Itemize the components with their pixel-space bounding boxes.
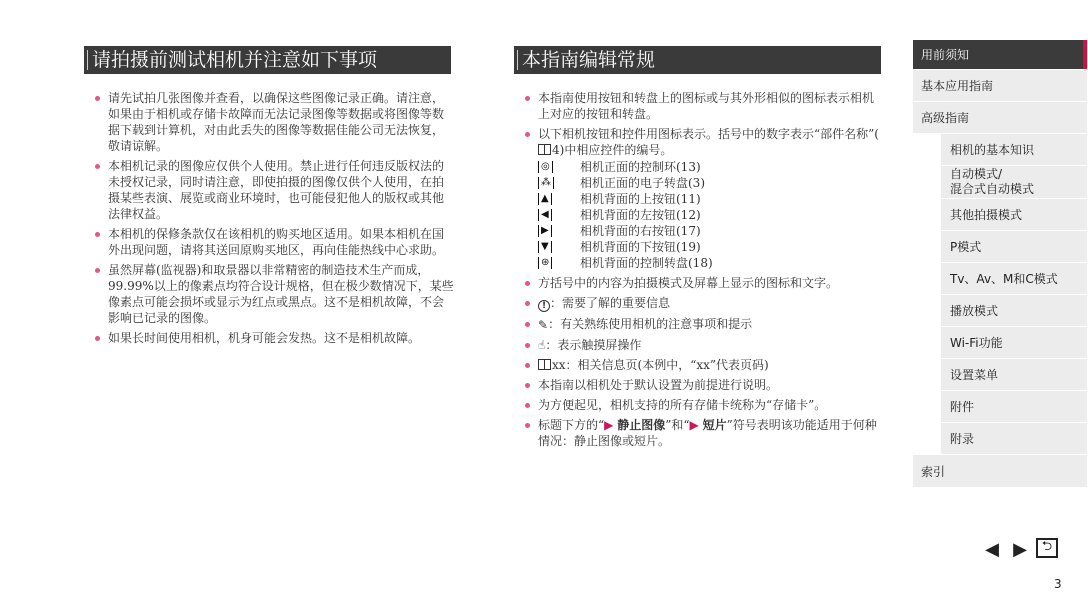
- sidebar-nav: [913, 40, 1087, 488]
- control-row: ◀ 相机背面的左按钮(12): [538, 207, 884, 223]
- list-item: 为方便起见，相机支持的所有存储卡统称为“存储卡”。: [522, 397, 884, 413]
- conventions-list: [522, 90, 884, 453]
- book-icon: [538, 359, 551, 370]
- nav-item-setup-menu[interactable]: 设置菜单: [941, 359, 1087, 391]
- list-item: 如果长时间使用相机，机身可能会发热。这不是相机故障。: [92, 330, 454, 346]
- control-row: ⊛ 相机背面的控制转盘(18): [538, 255, 884, 271]
- list-item-text: 以下相机按钮和控件用图标表示。括号中的数字表示“部件名称”(: [538, 127, 879, 141]
- back-icon[interactable]: ⮌: [1036, 538, 1058, 558]
- list-item: 虽然屏幕(监视器)和取景器以非常精密的制造技术生产而成，99.99%以上的像素点均符合设计规格，但在极少数情况下，某些像素点可能会损坏或显示为红点或黑点。这不是相机故障，不会影响已记录的图像。: [92, 262, 454, 326]
- play-arrow-icon: ▶: [689, 418, 699, 432]
- control-row: ▲ 相机背面的上按钮(11): [538, 191, 884, 207]
- nav-item-basic-guide[interactable]: 基本应用指南: [913, 70, 1087, 102]
- up-button-icon: ▲: [538, 193, 552, 205]
- list-item: 请先试拍几张图像并查看，以确保这些图像记录正确。请注意，如果由于相机或存储卡故障而无法记录图像等数据或将图像等数据下载到计算机，对由此丢失的图像等数据佳能公司无法恢复，敬请谅解。: [92, 90, 454, 154]
- nav-item-wifi[interactable]: Wi-Fi功能: [941, 327, 1087, 359]
- nav-item-p-mode[interactable]: P模式: [941, 231, 1087, 263]
- precautions-list: [92, 90, 454, 350]
- pencil-icon: ✎: [538, 317, 549, 332]
- front-dial-icon: ⁂: [538, 177, 554, 189]
- nav-item-advanced-guide[interactable]: 高级指南: [913, 102, 1087, 134]
- touch-icon: ☝: [538, 338, 546, 352]
- nav-item-accessories[interactable]: 附件: [941, 391, 1087, 423]
- prev-page-icon[interactable]: ◀: [985, 538, 999, 560]
- book-icon: [538, 144, 551, 155]
- list-item: 本指南使用按钮和转盘上的图标或与其外形相似的图标表示相机上对应的按钮和转盘。: [522, 90, 884, 122]
- left-button-icon: ◀: [538, 209, 552, 221]
- list-item: ✎：有关熟练使用相机的注意事项和提示: [522, 316, 884, 333]
- play-arrow-icon: ▶: [604, 418, 614, 432]
- control-icons-list: [538, 159, 884, 271]
- control-row: ▼ 相机背面的下按钮(19): [538, 239, 884, 255]
- control-row: ⁂ 相机正面的电子转盘(3): [538, 175, 884, 191]
- nav-item-appendix[interactable]: 附录: [941, 423, 1087, 455]
- nav-item-auto-mode[interactable]: 自动模式/ 混合式自动模式: [941, 166, 1087, 199]
- section-title-precautions: 请拍摄前测试相机并注意如下事项: [84, 46, 451, 74]
- control-ring-icon: ◎: [538, 161, 553, 173]
- list-item: ☝：表示触摸屏操作: [522, 337, 884, 354]
- down-button-icon: ▼: [538, 241, 552, 253]
- list-item: ! ：需要了解的重要信息: [522, 295, 884, 312]
- list-item: 本相机记录的图像应仅供个人使用。禁止进行任何违反版权法的未授权记录，同时请注意，即使拍摄的图像仅供个人使用，在拍摄某些表演、展览或商业环境时，也可能侵犯他人的版权或其他法律权益。: [92, 158, 454, 222]
- next-page-icon[interactable]: ▶: [1013, 538, 1027, 560]
- control-dial-icon: ⊛: [538, 257, 552, 269]
- list-item: xx：相关信息页(本例中，“xx”代表页码): [522, 357, 884, 373]
- list-item: 本相机的保修条款仅在该相机的购买地区适用。如果本相机在国外出现问题，请将其送回原购买地区，再向佳能热线中心求助。: [92, 226, 454, 258]
- nav-item-index[interactable]: 索引: [913, 455, 1087, 488]
- right-button-icon: ▶: [538, 225, 552, 237]
- list-item: 本指南以相机处于默认设置为前提进行说明。: [522, 377, 884, 393]
- list-item-text: 4)中相应控件的编号。: [552, 143, 673, 157]
- page-number: 3: [1054, 577, 1062, 591]
- nav-item-other-modes[interactable]: 其他拍摄模式: [941, 199, 1087, 231]
- section-title-conventions: 本指南编辑常规: [514, 46, 881, 74]
- list-item: 方括号中的内容为拍摄模式及屏幕上显示的图标和文字。: [522, 275, 884, 291]
- control-row: ◎ 相机正面的控制环(13): [538, 159, 884, 175]
- page-navigation: [980, 538, 1058, 560]
- list-item: 标题下方的“▶ 静止图像”和“▶ 短片”符号表明该功能适用于何种情况：静止图像或短片。: [522, 417, 884, 449]
- nav-item-tv-av-m-c-mode[interactable]: Tv、Av、M和C模式: [941, 263, 1087, 295]
- important-icon: !: [538, 300, 550, 312]
- nav-item-playback-mode[interactable]: 播放模式: [941, 295, 1087, 327]
- list-item: [522, 126, 884, 271]
- nav-item-camera-basics[interactable]: 相机的基本知识: [941, 134, 1087, 166]
- nav-item-before-use[interactable]: 用前须知: [913, 40, 1087, 70]
- control-row: ▶ 相机背面的右按钮(17): [538, 223, 884, 239]
